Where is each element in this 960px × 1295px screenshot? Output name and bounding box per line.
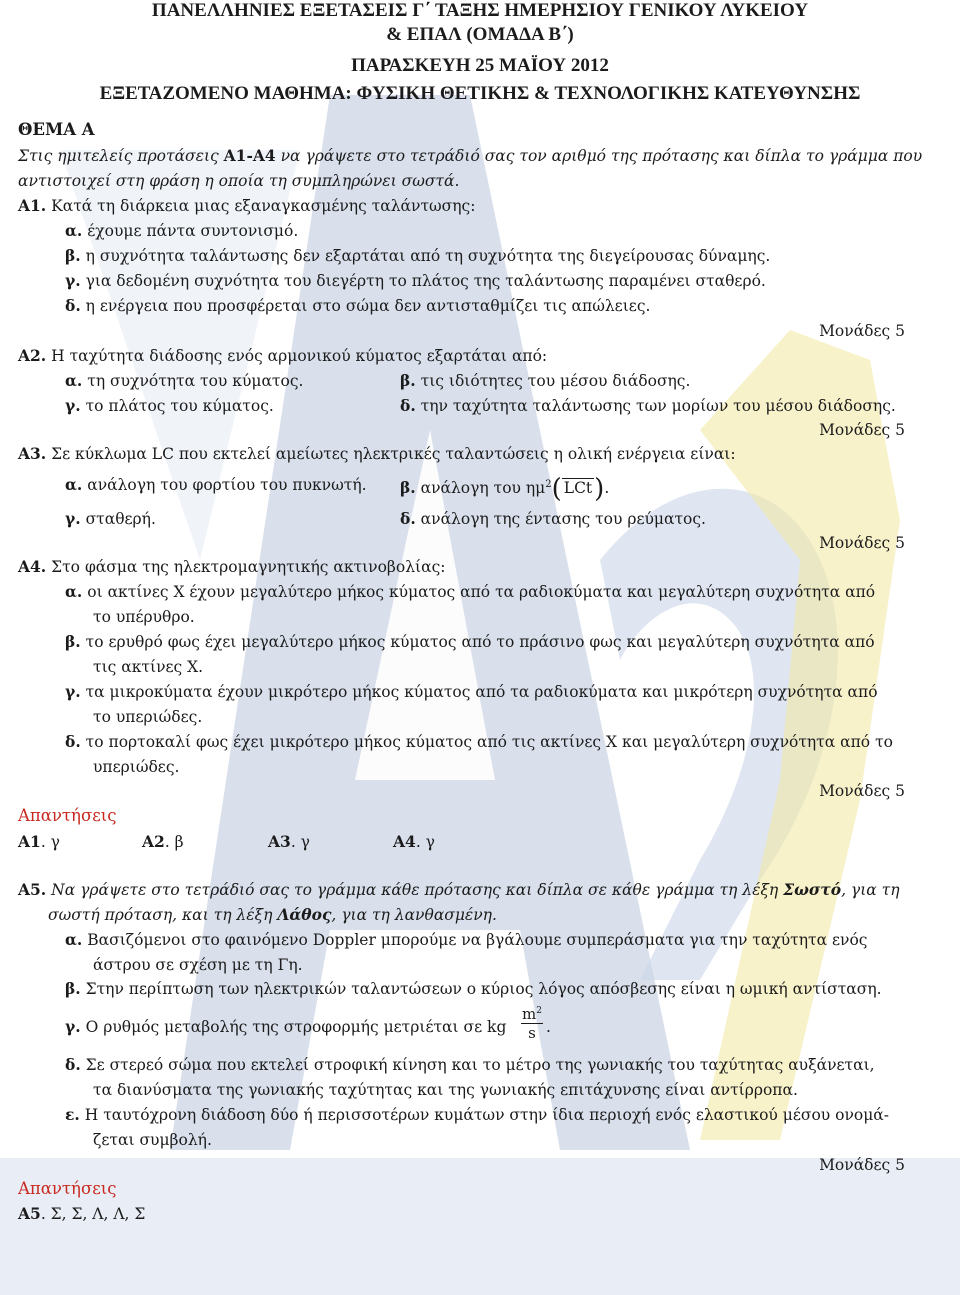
option-text: τη συχνότητα του κύματος. <box>82 372 304 390</box>
option-letter: δ. <box>65 732 81 751</box>
option-text: η ενέργεια που προσφέρεται στο σώμα δεν αντισταθμίζει τις απώλειες. <box>80 297 651 315</box>
option-text: την ταχύτητα ταλάντωσης των μορίων του μέσου διάδοσης. <box>415 397 896 415</box>
option-letter: β. <box>65 632 81 651</box>
option-text: το πλάτος του κύματος. <box>80 397 274 415</box>
a4-text: Στο φάσμα της ηλεκτρομαγνητικής ακτινοβολίας: <box>46 558 446 576</box>
a1-option-c <box>65 271 766 291</box>
sqrt-argument: LCt <box>563 479 593 498</box>
answer-a1 <box>18 832 60 852</box>
option-text: έχουμε πάντα συντονισμό. <box>82 222 299 240</box>
a4-marks: Μονάδες 5 <box>819 782 905 800</box>
a2-option-d <box>400 396 896 416</box>
answer-a5 <box>18 1204 145 1224</box>
option-letter: β. <box>400 478 416 498</box>
option-letter: β. <box>65 246 81 265</box>
option-letter: β. <box>65 979 81 998</box>
intro-line-1 <box>18 146 922 166</box>
option-letter: β. <box>400 371 416 390</box>
option-letter: α. <box>65 930 83 949</box>
a1-option-b <box>65 246 770 266</box>
a4-option-a-cont: το υπέρυθρο. <box>93 608 195 626</box>
a1-option-a <box>65 221 298 241</box>
header-line-3: ΠΑΡΑΣΚΕΥΗ 25 ΜΑΪΟΥ 2012 <box>351 55 609 76</box>
a4-option-d <box>65 732 893 752</box>
a2-option-c <box>65 396 274 416</box>
intro-line-2: αντιστοιχεί στη φράση η οποία τη συμπληρώνει σωστά. <box>18 172 460 190</box>
a1-text: Κατά τη διάρκεια μιας εξαναγκασμένης ταλάντωσης: <box>46 197 476 215</box>
a1-marks: Μονάδες 5 <box>819 322 905 340</box>
option-text: ανάλογη του φορτίου του πυκνωτή. <box>82 476 367 494</box>
option-letter: α. <box>65 221 83 240</box>
a3-option-b <box>400 474 610 505</box>
answer-number: Α4 <box>393 832 416 851</box>
a2-option-b <box>400 371 690 391</box>
a5-option-c-end: . <box>546 1018 551 1036</box>
a2-option-a <box>65 371 303 391</box>
word-correct: Σωστό <box>783 880 842 899</box>
a4-option-b-cont: τις ακτίνες Χ. <box>93 658 204 676</box>
a5-text: σωστή πρόταση, και τη λέξη <box>48 906 278 924</box>
a4-option-a <box>65 582 875 602</box>
a4-option-c-cont: το υπεριώδες. <box>93 708 203 726</box>
theme-title: ΘΕΜΑ Α <box>18 120 95 139</box>
a5-option-a-cont: άστρου σε σχέση με τη Γη. <box>93 956 303 974</box>
option-text: τα μικροκύματα έχουν μικρότερο μήκος κύματος από τα ραδιοκύματα και μικρότερη συχνότητα από <box>80 683 878 701</box>
option-text: ανάλογη του ημ <box>415 479 546 498</box>
option-text: Ο ρυθμός μεταβολής της στροφορμής μετριέται σε kg <box>80 1018 507 1036</box>
a2-marks: Μονάδες 5 <box>819 421 905 439</box>
a5-number: Α5. <box>18 880 47 899</box>
a2-question <box>18 346 547 366</box>
answer-text: . γ <box>415 833 435 851</box>
header-line-4: ΕΞΕΤΑΖΟΜΕΝΟ ΜΑΘΗΜΑ: ΦΥΣΙΚΗ ΘΕΤΙΚΗΣ & ΤΕΧΝΟΛΟΓΙΚΗΣ ΚΑΤΕΥΘΥΝΣΗΣ <box>99 83 861 104</box>
option-text: σταθερή. <box>80 510 156 528</box>
numerator-text: m <box>522 1005 537 1023</box>
a3-marks: Μονάδες 5 <box>819 534 905 552</box>
a1-number: Α1. <box>18 196 47 215</box>
answer-number: Α2 <box>142 832 165 851</box>
answer-text: . β <box>164 833 184 851</box>
answer-a2 <box>142 832 184 852</box>
option-letter: γ. <box>65 271 81 290</box>
a5-text: , για τη <box>841 881 900 899</box>
superscript: 2 <box>545 479 552 490</box>
a5-option-d-cont: τα διανύσματα της γωνιακής ταχύτητας και της γωνιακής επιτάχυνσης είναι αντίρροπα. <box>93 1081 798 1099</box>
a3-number: Α3. <box>18 444 47 463</box>
a5-text: , για τη λανθασμένη. <box>331 906 497 924</box>
a2-number: Α2. <box>18 346 47 365</box>
a3-text: Σε κύκλωμα LC που εκτελεί αμείωτες ηλεκτρικές ταλαντώσεις η ολική ενέργεια είναι: <box>46 445 736 463</box>
fraction-numerator <box>521 1003 543 1024</box>
answer-text: . γ <box>290 833 310 851</box>
option-letter: δ. <box>65 296 81 315</box>
a5-option-e <box>65 1105 889 1125</box>
a3-question <box>18 444 736 464</box>
fraction-denominator: s <box>528 1024 536 1042</box>
answer-number: Α3 <box>268 832 291 851</box>
a3-option-a <box>65 475 367 495</box>
option-letter: γ. <box>65 1017 81 1036</box>
a4-option-c <box>65 682 878 702</box>
answer-number: Α5 <box>18 1204 41 1223</box>
option-text: Η ταυτόχρονη διάδοση δύο ή περισσοτέρων κυμάτων στην ίδια περιοχή ενός ελαστικού μέσου ονομά- <box>79 1106 889 1124</box>
answers-title-1: Απαντήσεις <box>18 806 117 825</box>
option-text: το πορτοκαλί φως έχει μικρότερο μήκος κύματος από τις ακτίνες Χ και μεγαλύτερη συχνότητα από το <box>80 733 893 751</box>
option-text: το ερυθρό φως έχει μεγαλύτερο μήκος κύματος από το πράσινο φως και μεγαλύτερη συχνότητα από <box>80 633 875 651</box>
header-line-2: & ΕΠΑΛ (ΟΜΑΔΑ Β΄) <box>386 24 574 45</box>
answer-number: Α1 <box>18 832 41 851</box>
option-text: οι ακτίνες Χ έχουν μεγαλύτερο μήκος κύματος από τα ραδιοκύματα και μεγαλύτερη συχνότητα από <box>82 583 876 601</box>
option-text: η συχνότητα ταλάντωσης δεν εξαρτάται από τη συχνότητα της διεγείρουσας δύναμης. <box>80 247 771 265</box>
answer-a4 <box>393 832 435 852</box>
a2-text: Η ταχύτητα διάδοσης ενός αρμονικού κύματος εξαρτάται από: <box>46 347 548 365</box>
a4-option-d-cont: υπεριώδες. <box>93 758 180 776</box>
option-letter: γ. <box>65 682 81 701</box>
a5-question-line-1 <box>18 880 900 900</box>
intro-pre: Στις ημιτελείς προτάσεις <box>18 147 224 165</box>
a5-text: Να γράψετε στο τετράδιό σας το γράμμα κάθε πρότασης και δίπλα σε κάθε γράμμα τη λέξη <box>46 881 784 899</box>
numerator-exponent: 2 <box>536 1006 542 1016</box>
option-letter: δ. <box>400 396 416 415</box>
intro-post: να γράψετε στο τετράδιό σας τον αριθμό της πρότασης και δίπλα το γράμμα που <box>275 147 923 165</box>
a4-question <box>18 557 446 577</box>
option-letter: γ. <box>65 396 81 415</box>
a3-option-c <box>65 509 156 529</box>
paren-open: ( <box>551 474 562 505</box>
paren-close: ) <box>594 474 605 505</box>
unit-fraction <box>521 1003 543 1042</box>
option-text: Σε στερεό σώμα που εκτελεί στροφική κίνηση και το μέτρο της γωνιακής του ταχύτητας αυξάνεται, <box>80 1056 875 1074</box>
option-letter: δ. <box>65 1055 81 1074</box>
option-letter: α. <box>65 371 83 390</box>
option-text: τις ιδιότητες του μέσου διάδοσης. <box>415 372 691 390</box>
a5-option-b <box>65 979 882 999</box>
a5-option-a <box>65 930 867 950</box>
a1-option-d <box>65 296 650 316</box>
a5-marks: Μονάδες 5 <box>819 1156 905 1174</box>
option-letter: ε. <box>65 1105 80 1124</box>
a1-question <box>18 196 475 216</box>
answer-text: . γ <box>40 833 60 851</box>
period: . <box>604 479 610 498</box>
intro-bold: Α1-Α4 <box>223 146 276 165</box>
a5-question-line-2 <box>48 905 497 925</box>
a4-option-b <box>65 632 875 652</box>
option-text: για δεδομένη συχνότητα του διεγέρτη το πλάτος της ταλάντωσης παραμένει σταθερό. <box>80 272 766 290</box>
word-wrong: Λάθος <box>277 905 332 924</box>
a4-number: Α4. <box>18 557 47 576</box>
answer-a3 <box>268 832 310 852</box>
answers-title-2: Απαντήσεις <box>18 1179 117 1198</box>
header-line-1: ΠΑΝΕΛΛΗΝΙΕΣ ΕΞΕΤΑΣΕΙΣ Γ΄ ΤΑΞΗΣ ΗΜΕΡΗΣΙΟΥ ΓΕΝΙΚΟΥ ΛΥΚΕΙΟΥ <box>151 0 809 21</box>
a5-option-d <box>65 1055 875 1075</box>
option-text: Βασιζόμενοι στο φαινόμενο Doppler μπορούμε να βγάλουμε συμπεράσματα για την ταχύτητα ενός <box>82 931 868 949</box>
a5-option-e-cont: ζεται συμβολή. <box>93 1131 212 1149</box>
a3-option-d <box>400 509 706 529</box>
a5-option-c <box>65 1017 506 1037</box>
option-letter: δ. <box>400 509 416 528</box>
option-letter: α. <box>65 582 83 601</box>
option-text: Στην περίπτωση των ηλεκτρικών ταλαντώσεων ο κύριος λόγος απόσβεσης είναι η ωμική αντίσταση. <box>80 980 882 998</box>
option-letter: α. <box>65 475 83 494</box>
option-text: ανάλογη της έντασης του ρεύματος. <box>415 510 706 528</box>
answer-text: . Σ, Σ, Λ, Λ, Σ <box>40 1205 146 1223</box>
option-letter: γ. <box>65 509 81 528</box>
